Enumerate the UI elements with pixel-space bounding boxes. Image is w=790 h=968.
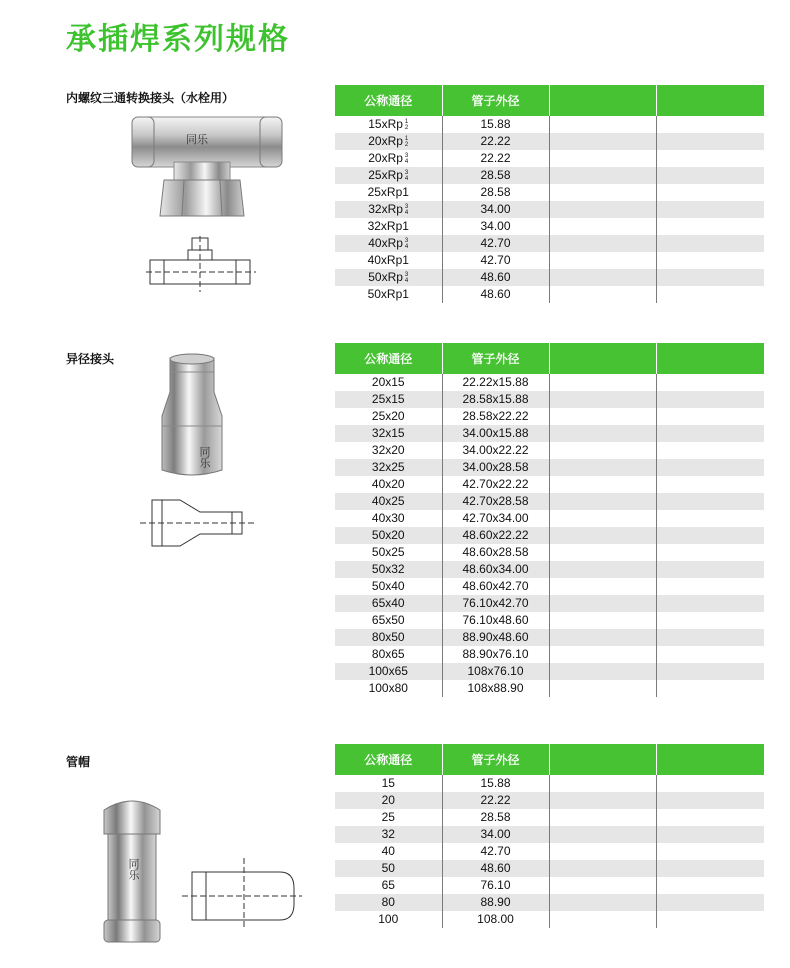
table-row — [335, 510, 764, 527]
empty-cell — [549, 877, 656, 894]
table-row — [335, 843, 764, 860]
outer-diameter-cell: 48.60 — [442, 860, 549, 877]
outer-diameter-cell: 42.70x34.00 — [442, 510, 549, 527]
nominal-size-cell — [335, 826, 442, 843]
empty-cell — [656, 374, 764, 391]
nominal-size-text: 40xRp1 — [367, 253, 409, 267]
nominal-size-text: 32 — [381, 827, 395, 841]
nominal-size-cell — [335, 775, 442, 792]
empty-cell — [549, 911, 656, 928]
nominal-size-cell — [335, 595, 442, 612]
table-row — [335, 493, 764, 510]
outer-diameter-cell: 42.70x22.22 — [442, 476, 549, 493]
outer-diameter-cell: 88.90x76.10 — [442, 646, 549, 663]
outer-diameter-cell: 42.70 — [442, 252, 549, 269]
empty-cell — [549, 860, 656, 877]
nominal-size-cell — [335, 493, 442, 510]
nominal-size-cell — [335, 167, 442, 184]
nominal-size-text: 40 — [381, 844, 395, 858]
product-mark: 同乐 — [127, 858, 140, 880]
nominal-size-cell — [335, 809, 442, 826]
column-header-blank — [549, 85, 656, 116]
empty-cell — [656, 629, 764, 646]
nominal-size-text: 25xRp — [368, 168, 403, 182]
table-row — [335, 133, 764, 150]
table-row — [335, 425, 764, 442]
nominal-size-text: 20x15 — [371, 375, 405, 389]
nominal-size-text: 50x32 — [371, 562, 405, 576]
nominal-size-text: 32x25 — [371, 460, 405, 474]
empty-cell — [656, 792, 764, 809]
fraction-numerator: 3 — [404, 152, 409, 159]
nominal-size-text: 40x30 — [371, 511, 405, 525]
spec-table-cap — [335, 744, 764, 928]
table-row — [335, 218, 764, 235]
outer-diameter-cell: 34.00 — [442, 218, 549, 235]
table-row — [335, 646, 764, 663]
empty-cell — [549, 680, 656, 697]
empty-cell — [549, 252, 656, 269]
empty-cell — [549, 595, 656, 612]
outer-diameter-cell: 28.58x15.88 — [442, 391, 549, 408]
empty-cell — [549, 374, 656, 391]
empty-cell — [656, 391, 764, 408]
nominal-size-text: 100 — [378, 912, 399, 926]
nominal-size-cell — [335, 578, 442, 595]
empty-cell — [656, 510, 764, 527]
empty-cell — [656, 252, 764, 269]
nominal-size-cell — [335, 133, 442, 150]
empty-cell — [549, 646, 656, 663]
nominal-size-text: 50xRp — [368, 270, 403, 284]
table-row — [335, 595, 764, 612]
nominal-size-text: 25 — [381, 810, 395, 824]
outer-diameter-cell: 108x76.10 — [442, 663, 549, 680]
table-row — [335, 184, 764, 201]
nominal-size-text: 20xRp — [368, 134, 403, 148]
empty-cell — [549, 775, 656, 792]
nominal-size-text: 50xRp1 — [367, 287, 409, 301]
thread-fraction — [405, 136, 408, 148]
empty-cell — [656, 116, 764, 133]
empty-cell — [656, 425, 764, 442]
nominal-size-cell — [335, 792, 442, 809]
table-row — [335, 809, 764, 826]
nominal-size-cell — [335, 527, 442, 544]
empty-cell — [549, 391, 656, 408]
table-row — [335, 476, 764, 493]
empty-cell — [656, 860, 764, 877]
table-row — [335, 792, 764, 809]
empty-cell — [656, 663, 764, 680]
nominal-size-cell — [335, 877, 442, 894]
nominal-size-text: 20xRp — [368, 151, 403, 165]
nominal-size-text: 32x15 — [371, 426, 405, 440]
nominal-size-cell — [335, 235, 442, 252]
tee-fitting-diagram — [146, 236, 256, 292]
outer-diameter-cell: 28.58 — [442, 184, 549, 201]
empty-cell — [656, 894, 764, 911]
fraction-numerator: 3 — [404, 203, 409, 210]
empty-cell — [656, 595, 764, 612]
table-row — [335, 269, 764, 286]
empty-cell — [656, 235, 764, 252]
fraction-numerator: 1 — [404, 118, 409, 125]
empty-cell — [549, 792, 656, 809]
empty-cell — [656, 442, 764, 459]
thread-fraction — [405, 119, 408, 131]
column-header-od: 管子外径 — [442, 343, 549, 374]
section-label-tee: 内螺纹三通转换接头（水栓用） — [66, 91, 235, 105]
nominal-size-cell — [335, 184, 442, 201]
empty-cell — [549, 150, 656, 167]
nominal-size-cell — [335, 269, 442, 286]
nominal-size-text: 15 — [381, 776, 395, 790]
nominal-size-cell — [335, 150, 442, 167]
empty-cell — [549, 167, 656, 184]
nominal-size-cell — [335, 911, 442, 928]
empty-cell — [549, 133, 656, 150]
nominal-size-cell — [335, 646, 442, 663]
empty-cell — [549, 544, 656, 561]
table-row — [335, 629, 764, 646]
nominal-size-cell — [335, 116, 442, 133]
empty-cell — [549, 527, 656, 544]
outer-diameter-cell: 108x88.90 — [442, 680, 549, 697]
table-row — [335, 252, 764, 269]
empty-cell — [656, 218, 764, 235]
nominal-size-cell — [335, 408, 442, 425]
nominal-size-cell — [335, 860, 442, 877]
empty-cell — [549, 493, 656, 510]
empty-cell — [549, 578, 656, 595]
nominal-size-text: 65x40 — [371, 596, 405, 610]
column-header-nominal: 公称通径 — [335, 343, 442, 374]
table-row — [335, 527, 764, 544]
outer-diameter-cell: 48.60 — [442, 286, 549, 303]
empty-cell — [549, 218, 656, 235]
empty-cell — [549, 561, 656, 578]
fraction-denominator: 2 — [404, 124, 409, 131]
outer-diameter-cell: 15.88 — [442, 775, 549, 792]
empty-cell — [549, 269, 656, 286]
thread-fraction — [405, 238, 408, 250]
empty-cell — [549, 612, 656, 629]
nominal-size-cell — [335, 286, 442, 303]
empty-cell — [656, 646, 764, 663]
nominal-size-text: 20 — [381, 793, 395, 807]
outer-diameter-cell: 22.22x15.88 — [442, 374, 549, 391]
reducer-fitting-diagram — [140, 494, 254, 550]
empty-cell — [656, 775, 764, 792]
empty-cell — [656, 680, 764, 697]
nominal-size-cell — [335, 218, 442, 235]
fraction-denominator: 4 — [404, 175, 409, 182]
empty-cell — [656, 809, 764, 826]
empty-cell — [549, 894, 656, 911]
outer-diameter-cell: 48.60x22.22 — [442, 527, 549, 544]
nominal-size-text: 65x50 — [371, 613, 405, 627]
empty-cell — [656, 476, 764, 493]
empty-cell — [549, 459, 656, 476]
empty-cell — [656, 544, 764, 561]
table-row — [335, 408, 764, 425]
outer-diameter-cell: 88.90 — [442, 894, 549, 911]
outer-diameter-cell: 28.58x22.22 — [442, 408, 549, 425]
empty-cell — [549, 408, 656, 425]
table-row — [335, 544, 764, 561]
nominal-size-text: 15xRp — [368, 117, 403, 131]
table-row — [335, 775, 764, 792]
nominal-size-text: 50 — [381, 861, 395, 875]
nominal-size-text: 25xRp1 — [367, 185, 409, 199]
column-header-blank — [656, 85, 764, 116]
table-row — [335, 235, 764, 252]
empty-cell — [656, 286, 764, 303]
empty-cell — [549, 442, 656, 459]
empty-cell — [656, 612, 764, 629]
nominal-size-text: 32xRp1 — [367, 219, 409, 233]
outer-diameter-cell: 48.60x34.00 — [442, 561, 549, 578]
outer-diameter-cell: 76.10x48.60 — [442, 612, 549, 629]
product-mark: 同乐 — [198, 446, 211, 468]
empty-cell — [656, 269, 764, 286]
page-title: 承插焊系列规格 — [66, 22, 290, 57]
spec-table-reducer — [335, 343, 764, 697]
nominal-size-text: 65 — [381, 878, 395, 892]
empty-cell — [549, 476, 656, 493]
empty-cell — [656, 167, 764, 184]
fraction-numerator: 3 — [404, 237, 409, 244]
nominal-size-cell — [335, 442, 442, 459]
fraction-denominator: 2 — [404, 141, 409, 148]
nominal-size-text: 25x15 — [371, 392, 405, 406]
nominal-size-cell — [335, 510, 442, 527]
table-row — [335, 374, 764, 391]
table-row — [335, 680, 764, 697]
outer-diameter-cell: 48.60x42.70 — [442, 578, 549, 595]
thread-fraction — [405, 204, 408, 216]
nominal-size-cell — [335, 476, 442, 493]
empty-cell — [549, 425, 656, 442]
fraction-numerator: 3 — [404, 169, 409, 176]
empty-cell — [656, 408, 764, 425]
nominal-size-cell — [335, 425, 442, 442]
empty-cell — [656, 527, 764, 544]
table-row — [335, 826, 764, 843]
outer-diameter-cell: 34.00x22.22 — [442, 442, 549, 459]
column-header-blank — [656, 744, 764, 775]
nominal-size-text: 32x20 — [371, 443, 405, 457]
table-row — [335, 578, 764, 595]
table-row — [335, 201, 764, 218]
table-row — [335, 894, 764, 911]
outer-diameter-cell: 88.90x48.60 — [442, 629, 549, 646]
nominal-size-cell — [335, 544, 442, 561]
empty-cell — [549, 826, 656, 843]
table-row — [335, 442, 764, 459]
outer-diameter-cell: 34.00 — [442, 201, 549, 218]
nominal-size-cell — [335, 459, 442, 476]
column-header-od: 管子外径 — [442, 744, 549, 775]
column-header-nominal: 公称通径 — [335, 85, 442, 116]
outer-diameter-cell: 28.58 — [442, 809, 549, 826]
nominal-size-text: 50x25 — [371, 545, 405, 559]
outer-diameter-cell: 42.70x28.58 — [442, 493, 549, 510]
outer-diameter-cell: 76.10x42.70 — [442, 595, 549, 612]
outer-diameter-cell: 28.58 — [442, 167, 549, 184]
fraction-numerator: 1 — [404, 135, 409, 142]
nominal-size-text: 32xRp — [368, 202, 403, 216]
empty-cell — [549, 629, 656, 646]
empty-cell — [549, 809, 656, 826]
column-header-nominal: 公称通径 — [335, 744, 442, 775]
outer-diameter-cell: 34.00x15.88 — [442, 425, 549, 442]
nominal-size-cell — [335, 252, 442, 269]
empty-cell — [656, 150, 764, 167]
empty-cell — [656, 911, 764, 928]
nominal-size-text: 50x40 — [371, 579, 405, 593]
table-row — [335, 561, 764, 578]
empty-cell — [549, 184, 656, 201]
nominal-size-cell — [335, 612, 442, 629]
nominal-size-cell — [335, 629, 442, 646]
empty-cell — [549, 510, 656, 527]
table-row — [335, 911, 764, 928]
nominal-size-cell — [335, 561, 442, 578]
empty-cell — [656, 877, 764, 894]
empty-cell — [549, 201, 656, 218]
thread-fraction — [405, 153, 408, 165]
empty-cell — [656, 493, 764, 510]
nominal-size-text: 80 — [381, 895, 395, 909]
thread-fraction — [405, 272, 408, 284]
outer-diameter-cell: 34.00 — [442, 826, 549, 843]
table-row — [335, 459, 764, 476]
empty-cell — [656, 578, 764, 595]
empty-cell — [549, 116, 656, 133]
empty-cell — [656, 133, 764, 150]
nominal-size-cell — [335, 894, 442, 911]
section-label-reducer: 异径接头 — [66, 352, 115, 366]
outer-diameter-cell: 15.88 — [442, 116, 549, 133]
nominal-size-text: 80x50 — [371, 630, 405, 644]
fraction-denominator: 4 — [404, 243, 409, 250]
empty-cell — [656, 826, 764, 843]
empty-cell — [549, 843, 656, 860]
outer-diameter-cell: 48.60x28.58 — [442, 544, 549, 561]
nominal-size-cell — [335, 201, 442, 218]
empty-cell — [656, 843, 764, 860]
nominal-size-text: 100x65 — [368, 664, 408, 678]
outer-diameter-cell: 76.10 — [442, 877, 549, 894]
nominal-size-cell — [335, 843, 442, 860]
nominal-size-text: 100x80 — [368, 681, 408, 695]
fraction-numerator: 3 — [404, 271, 409, 278]
empty-cell — [656, 201, 764, 218]
table-row — [335, 877, 764, 894]
fraction-denominator: 4 — [404, 158, 409, 165]
nominal-size-text: 80x65 — [371, 647, 405, 661]
empty-cell — [549, 286, 656, 303]
nominal-size-text: 40x20 — [371, 477, 405, 491]
nominal-size-text: 40xRp — [368, 236, 403, 250]
nominal-size-text: 40x25 — [371, 494, 405, 508]
nominal-size-cell — [335, 374, 442, 391]
spec-table-tee — [335, 85, 764, 303]
column-header-blank — [549, 744, 656, 775]
outer-diameter-cell: 108.00 — [442, 911, 549, 928]
fraction-denominator: 4 — [404, 277, 409, 284]
outer-diameter-cell: 34.00x28.58 — [442, 459, 549, 476]
product-mark: 同乐 — [186, 133, 208, 146]
nominal-size-text: 50x20 — [371, 528, 405, 542]
outer-diameter-cell: 42.70 — [442, 843, 549, 860]
tee-fitting-photo — [120, 112, 290, 222]
table-row — [335, 612, 764, 629]
table-row — [335, 391, 764, 408]
nominal-size-text: 25x20 — [371, 409, 405, 423]
table-row — [335, 167, 764, 184]
outer-diameter-cell: 42.70 — [442, 235, 549, 252]
empty-cell — [549, 235, 656, 252]
table-row — [335, 286, 764, 303]
section-label-cap: 管帽 — [66, 755, 91, 769]
column-header-od: 管子外径 — [442, 85, 549, 116]
outer-diameter-cell: 22.22 — [442, 792, 549, 809]
empty-cell — [656, 561, 764, 578]
nominal-size-cell — [335, 663, 442, 680]
table-row — [335, 663, 764, 680]
nominal-size-cell — [335, 680, 442, 697]
empty-cell — [656, 184, 764, 201]
column-header-blank — [656, 343, 764, 374]
table-row — [335, 116, 764, 133]
outer-diameter-cell: 22.22 — [442, 133, 549, 150]
column-header-blank — [549, 343, 656, 374]
reducer-fitting-photo — [156, 352, 228, 480]
empty-cell — [656, 459, 764, 476]
cap-fitting-diagram — [182, 858, 302, 930]
nominal-size-cell — [335, 391, 442, 408]
fraction-denominator: 4 — [404, 209, 409, 216]
outer-diameter-cell: 22.22 — [442, 150, 549, 167]
outer-diameter-cell: 48.60 — [442, 269, 549, 286]
table-row — [335, 150, 764, 167]
empty-cell — [549, 663, 656, 680]
table-row — [335, 860, 764, 877]
thread-fraction — [405, 170, 408, 182]
